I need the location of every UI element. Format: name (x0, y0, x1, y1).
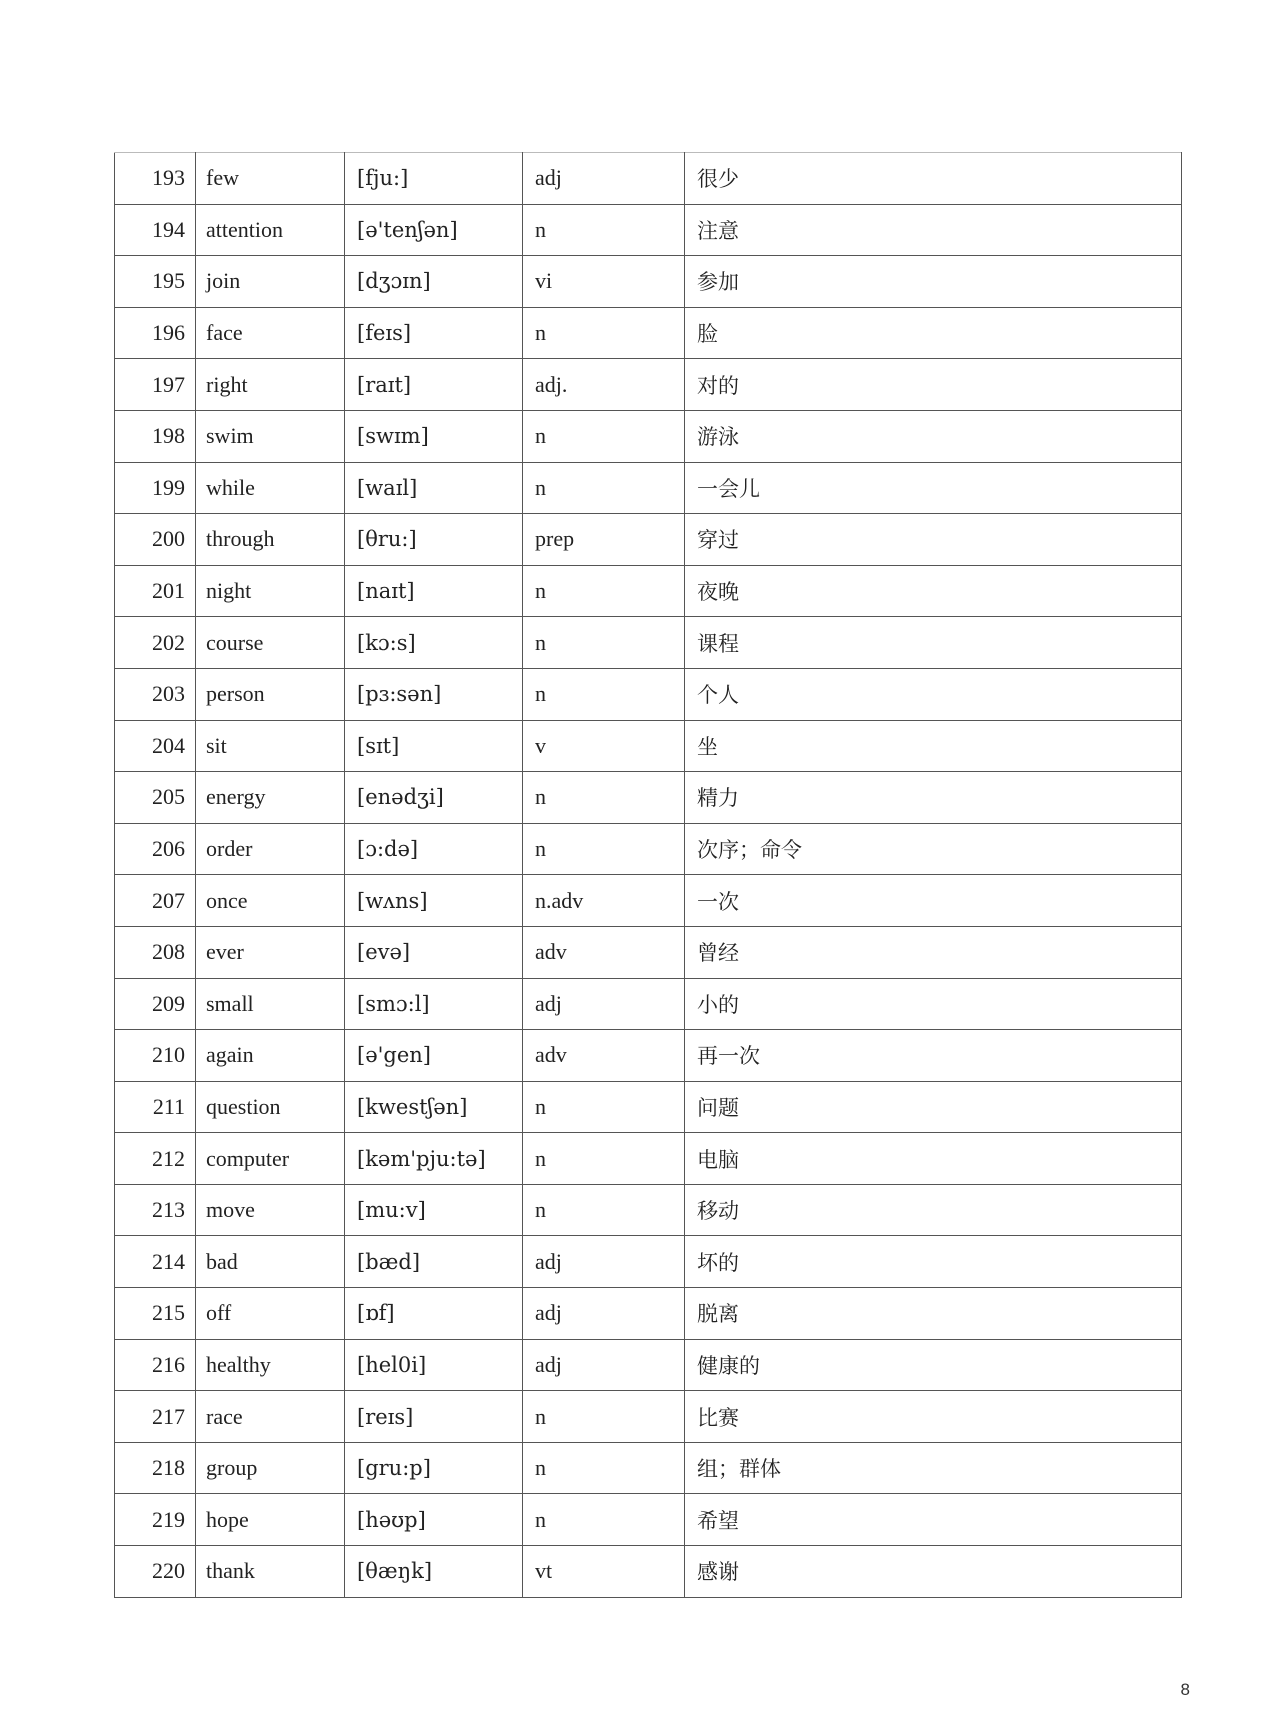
chinese-meaning: 移动 (685, 1184, 1182, 1236)
english-word: hope (196, 1494, 345, 1546)
part-of-speech: n (523, 410, 685, 462)
english-word: join (196, 256, 345, 308)
english-word: move (196, 1184, 345, 1236)
english-word: once (196, 875, 345, 927)
entry-number: 213 (115, 1184, 196, 1236)
part-of-speech: v (523, 720, 685, 772)
chinese-meaning: 曾经 (685, 926, 1182, 978)
table-row (115, 978, 1182, 1030)
phonetic-transcription: [wʌns] (345, 875, 523, 927)
entry-number: 212 (115, 1133, 196, 1185)
part-of-speech: n (523, 565, 685, 617)
table-row (115, 1339, 1182, 1391)
table-row (115, 359, 1182, 411)
part-of-speech: n (523, 1133, 685, 1185)
english-word: small (196, 978, 345, 1030)
phonetic-transcription: [ɔ:də] (345, 823, 523, 875)
phonetic-transcription: [pɜ:sən] (345, 668, 523, 720)
chinese-meaning: 坐 (685, 720, 1182, 772)
table-row (115, 617, 1182, 669)
english-word: person (196, 668, 345, 720)
chinese-meaning: 小的 (685, 978, 1182, 1030)
chinese-meaning: 健康的 (685, 1339, 1182, 1391)
entry-number: 218 (115, 1442, 196, 1494)
table-row (115, 668, 1182, 720)
entry-number: 199 (115, 462, 196, 514)
entry-number: 206 (115, 823, 196, 875)
part-of-speech: n (523, 204, 685, 256)
phonetic-transcription: [kɔ:s] (345, 617, 523, 669)
table-row (115, 926, 1182, 978)
chinese-meaning: 一会儿 (685, 462, 1182, 514)
entry-number: 200 (115, 514, 196, 566)
entry-number: 194 (115, 204, 196, 256)
entry-number: 207 (115, 875, 196, 927)
chinese-meaning: 一次 (685, 875, 1182, 927)
table-row (115, 1184, 1182, 1236)
chinese-meaning: 问题 (685, 1081, 1182, 1133)
table-row (115, 823, 1182, 875)
phonetic-transcription: [waɪl] (345, 462, 523, 514)
chinese-meaning: 电脑 (685, 1133, 1182, 1185)
english-word: computer (196, 1133, 345, 1185)
english-word: off (196, 1288, 345, 1340)
english-word: order (196, 823, 345, 875)
entry-number: 204 (115, 720, 196, 772)
english-word: thank (196, 1546, 345, 1598)
table-row (115, 204, 1182, 256)
table-row (115, 1236, 1182, 1288)
phonetic-transcription: [ə'gen] (345, 1030, 523, 1082)
part-of-speech: adv (523, 1030, 685, 1082)
part-of-speech: n (523, 668, 685, 720)
chinese-meaning: 课程 (685, 617, 1182, 669)
chinese-meaning: 游泳 (685, 410, 1182, 462)
table-row (115, 772, 1182, 824)
phonetic-transcription: [fju:] (345, 153, 523, 205)
english-word: through (196, 514, 345, 566)
table-row (115, 1081, 1182, 1133)
table-row (115, 1133, 1182, 1185)
english-word: while (196, 462, 345, 514)
phonetic-transcription: [kwestʃən] (345, 1081, 523, 1133)
english-word: night (196, 565, 345, 617)
phonetic-transcription: [ɒf] (345, 1288, 523, 1340)
vocabulary-table (114, 152, 1182, 1598)
table-row (115, 1494, 1182, 1546)
chinese-meaning: 注意 (685, 204, 1182, 256)
phonetic-transcription: [swɪm] (345, 410, 523, 462)
phonetic-transcription: [evə] (345, 926, 523, 978)
table-row (115, 307, 1182, 359)
phonetic-transcription: [feɪs] (345, 307, 523, 359)
entry-number: 193 (115, 153, 196, 205)
chinese-meaning: 希望 (685, 1494, 1182, 1546)
phonetic-transcription: [hel0i] (345, 1339, 523, 1391)
part-of-speech: adj (523, 1339, 685, 1391)
english-word: healthy (196, 1339, 345, 1391)
phonetic-transcription: [sɪt] (345, 720, 523, 772)
table-row (115, 256, 1182, 308)
part-of-speech: vt (523, 1546, 685, 1598)
chinese-meaning: 感谢 (685, 1546, 1182, 1598)
table-row (115, 565, 1182, 617)
part-of-speech: n (523, 772, 685, 824)
part-of-speech: adj (523, 153, 685, 205)
part-of-speech: n (523, 1442, 685, 1494)
entry-number: 220 (115, 1546, 196, 1598)
part-of-speech: adj (523, 1288, 685, 1340)
entry-number: 211 (115, 1081, 196, 1133)
entry-number: 214 (115, 1236, 196, 1288)
chinese-meaning: 很少 (685, 153, 1182, 205)
part-of-speech: prep (523, 514, 685, 566)
table-row (115, 153, 1182, 205)
table-row (115, 1391, 1182, 1443)
english-word: swim (196, 410, 345, 462)
entry-number: 205 (115, 772, 196, 824)
phonetic-transcription: [naɪt] (345, 565, 523, 617)
entry-number: 209 (115, 978, 196, 1030)
entry-number: 208 (115, 926, 196, 978)
phonetic-transcription: [ə'tenʃən] (345, 204, 523, 256)
table-row (115, 1546, 1182, 1598)
chinese-meaning: 坏的 (685, 1236, 1182, 1288)
english-word: race (196, 1391, 345, 1443)
part-of-speech: n (523, 462, 685, 514)
table-row (115, 1288, 1182, 1340)
english-word: sit (196, 720, 345, 772)
table-row (115, 514, 1182, 566)
part-of-speech: n (523, 823, 685, 875)
english-word: face (196, 307, 345, 359)
chinese-meaning: 组；群体 (685, 1442, 1182, 1494)
part-of-speech: n (523, 617, 685, 669)
table-row (115, 875, 1182, 927)
english-word: course (196, 617, 345, 669)
page-number: 8 (1180, 1680, 1190, 1699)
part-of-speech: adj. (523, 359, 685, 411)
entry-number: 196 (115, 307, 196, 359)
phonetic-transcription: [mu:v] (345, 1184, 523, 1236)
entry-number: 219 (115, 1494, 196, 1546)
table-row (115, 1030, 1182, 1082)
entry-number: 197 (115, 359, 196, 411)
entry-number: 201 (115, 565, 196, 617)
chinese-meaning: 参加 (685, 256, 1182, 308)
chinese-meaning: 夜晚 (685, 565, 1182, 617)
english-word: ever (196, 926, 345, 978)
chinese-meaning: 对的 (685, 359, 1182, 411)
part-of-speech: n (523, 307, 685, 359)
part-of-speech: n (523, 1081, 685, 1133)
english-word: again (196, 1030, 345, 1082)
english-word: few (196, 153, 345, 205)
part-of-speech: n.adv (523, 875, 685, 927)
phonetic-transcription: [θæŋk] (345, 1546, 523, 1598)
entry-number: 217 (115, 1391, 196, 1443)
part-of-speech: adj (523, 1236, 685, 1288)
phonetic-transcription: [raɪt] (345, 359, 523, 411)
part-of-speech: adj (523, 978, 685, 1030)
english-word: energy (196, 772, 345, 824)
phonetic-transcription: [həʊp] (345, 1494, 523, 1546)
english-word: group (196, 1442, 345, 1494)
phonetic-transcription: [smɔ:l] (345, 978, 523, 1030)
part-of-speech: n (523, 1391, 685, 1443)
phonetic-transcription: [dʒɔɪn] (345, 256, 523, 308)
phonetic-transcription: [kəm'pju:tə] (345, 1133, 523, 1185)
chinese-meaning: 穿过 (685, 514, 1182, 566)
table-row (115, 410, 1182, 462)
entry-number: 198 (115, 410, 196, 462)
entry-number: 215 (115, 1288, 196, 1340)
chinese-meaning: 比赛 (685, 1391, 1182, 1443)
part-of-speech: n (523, 1494, 685, 1546)
table-row (115, 720, 1182, 772)
chinese-meaning: 次序；命令 (685, 823, 1182, 875)
chinese-meaning: 精力 (685, 772, 1182, 824)
entry-number: 202 (115, 617, 196, 669)
entry-number: 210 (115, 1030, 196, 1082)
table-row (115, 462, 1182, 514)
chinese-meaning: 再一次 (685, 1030, 1182, 1082)
vocabulary-table-body (115, 153, 1182, 1598)
english-word: right (196, 359, 345, 411)
part-of-speech: n (523, 1184, 685, 1236)
part-of-speech: adv (523, 926, 685, 978)
phonetic-transcription: [bæd] (345, 1236, 523, 1288)
phonetic-transcription: [enədʒi] (345, 772, 523, 824)
entry-number: 216 (115, 1339, 196, 1391)
phonetic-transcription: [θru:] (345, 514, 523, 566)
entry-number: 203 (115, 668, 196, 720)
chinese-meaning: 脸 (685, 307, 1182, 359)
entry-number: 195 (115, 256, 196, 308)
english-word: attention (196, 204, 345, 256)
english-word: bad (196, 1236, 345, 1288)
phonetic-transcription: [gru:p] (345, 1442, 523, 1494)
table-row (115, 1442, 1182, 1494)
english-word: question (196, 1081, 345, 1133)
phonetic-transcription: [reɪs] (345, 1391, 523, 1443)
chinese-meaning: 个人 (685, 668, 1182, 720)
chinese-meaning: 脱离 (685, 1288, 1182, 1340)
part-of-speech: vi (523, 256, 685, 308)
